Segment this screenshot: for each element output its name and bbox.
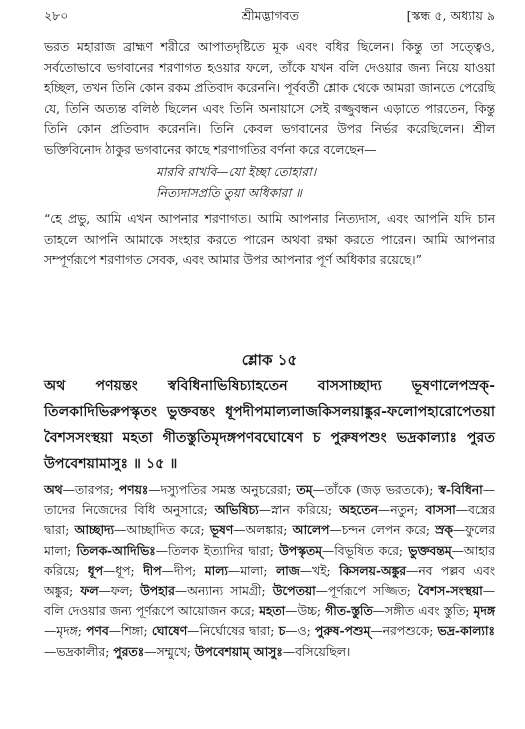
synonym-term: পণব bbox=[86, 623, 109, 639]
synonym-meaning: —তিলক ইত্যাদির দ্বারা; bbox=[155, 543, 280, 558]
synonym-term: উপবেশয়াম্‌ আসুঃ bbox=[194, 643, 283, 659]
verse-translation: “হে প্রভু, আমি এখন আপনার শরণাগত। আমি আপনার নিত্যদাস, এবং আপনি যদি চান তাহলে আপনি আমাকে সংহার করতে পারেন অথবা রক্ষা করতে পারেন। আমি আপনার সম্পূর্ণরূপে শরণাগত সেবক, এবং আমার উপর আপনার পূর্ণ অধিকার রয়েছে।” bbox=[44, 212, 495, 267]
synonym-term: ফল bbox=[80, 583, 99, 599]
synonym-meaning: —মালা; bbox=[227, 563, 276, 578]
synonym-meaning: —চন্দন লেপন করে; bbox=[329, 523, 436, 538]
sloka-heading: শ্লোক ১৫ bbox=[241, 351, 298, 369]
book-title: শ্রীমদ্ভাগবত bbox=[241, 8, 299, 23]
synonym-term: উপহার bbox=[140, 583, 175, 599]
synonym-meaning: —নতুন; bbox=[377, 503, 426, 518]
synonym-term: গীত-স্তুতি bbox=[325, 603, 373, 619]
synonym-meaning: —দীপ; bbox=[161, 563, 205, 578]
synonym-meaning: —তাদের নিজেদের বিধি অনুসারে; bbox=[44, 483, 495, 518]
synonym-term: পুরতঃ bbox=[113, 643, 145, 659]
verse-line-2: নিত্যদাসপ্রতি তুয়া অধিকারা ॥ bbox=[156, 185, 303, 200]
synonym-term: মাল্য bbox=[204, 562, 228, 578]
synonym-term: ভদ্র-কাল্যাঃ bbox=[437, 623, 495, 639]
synonym-term: অহতেন bbox=[339, 502, 378, 518]
synonym-term: বৈশস-সংস্থয়া bbox=[418, 583, 483, 599]
synonym-term: স্ব-বিধিনা bbox=[438, 482, 483, 497]
synonym-meaning: —বলি দেওয়ার জন্য পূর্ণরূপে আয়োজন করে; bbox=[44, 584, 496, 619]
synonym-meaning: —দস্যুপতির সমস্ত অনুচরেরা; bbox=[148, 483, 297, 497]
synonym-term: চ bbox=[278, 623, 286, 639]
synonym-term: তম্‌ bbox=[296, 482, 313, 497]
synonym-meaning: —ও; bbox=[285, 624, 315, 639]
synonym-meaning: —সঙ্গীত এবং স্তুতি; bbox=[372, 604, 474, 619]
purport-paragraph: ভরত মহারাজ ব্রাহ্মণ শরীরে আপাতদৃষ্টিতে মূক এবং বধির ছিলেন। কিন্তু তা সত্ত্বেও, সর্বতোভাবে ভগবানের শরণাগত হওয়ার ফলে, তাঁকে যখন বলি দেওয়ার জন্য নিয়ে যাওয়া হচ্ছিল, তখন তিনি কোন রকম প্রতিবাদ করেননি। পূর্ববর্তী শ্লোক থেকে আমরা জানতে পেরেছি যে, তিনি অত্যন্ত বলিষ্ঠ ছিলেন এবং তিনি অনায়াসে সেই রজ্জুবন্ধন এড়াতে পারতেন, কিন্তু তিনি কোন প্রতিবাদ করেননি। তিনি কেবল ভগবানের উপর নির্ভর করেছিলেন। শ্রীল ভক্তিবিনোদ ঠাকুর ভগবানের কাছে শরণাগতির বর্ণনা করে বলেছেন— bbox=[44, 40, 495, 157]
synonym-term: মহতা bbox=[259, 603, 286, 619]
synonym-term: দীপ bbox=[143, 562, 162, 578]
synonym-term: আচ্ছাদ্য bbox=[74, 522, 115, 538]
synonym-term: তিলক-আদিভিঃ bbox=[76, 542, 156, 558]
synonym-meaning: —খই; bbox=[299, 563, 340, 578]
sloka-text: অথ পণয়ন্তং স্ববিধিনাভিষিচ্যাহতেন বাসসাচ্ছাদ্য ভূষণালেপস্রক্‌-তিলকাদিভিরুপস্কৃতং ভুক্তবন্তং ধূপদীপমাল্যলাজকিসলয়াঙ্কুর-ফলোপহারোপেতয়া বৈশসসংস্থয়া মহতা গীতস্তুতিমৃদঙ্গপণবঘোষেণ চ পুরুষপশুং ভদ্রকাল্যাঃ পুরত উপবেশয়ামাসুঃ ॥ ১৫ ॥ bbox=[44, 378, 495, 472]
synonym-term: অভিষিচ্য bbox=[214, 502, 259, 518]
synonym-term: ভূষণ bbox=[209, 522, 234, 538]
synonym-meaning: —তারপর; bbox=[62, 483, 119, 497]
synonym-meaning: —স্নান করিয়ে; bbox=[258, 503, 340, 518]
synonym-meaning: —মৃদঙ্গ; bbox=[44, 624, 87, 639]
synonym-meaning: —ধূপ; bbox=[102, 563, 144, 578]
synonym-term: ভুক্তবন্তম্‌ bbox=[408, 542, 452, 558]
synonym-meaning: —ফল; bbox=[98, 584, 141, 599]
synonym-meaning: —আহার করিয়ে; bbox=[44, 543, 495, 578]
synonym-meaning: —অন্যান্য সামগ্রী; bbox=[174, 584, 273, 599]
synonym-term: বাসসা bbox=[425, 502, 456, 518]
synonym-term: মৃদঙ্গ bbox=[473, 603, 495, 619]
synonym-term: আলেপ bbox=[292, 522, 330, 538]
synonym-term: অথ bbox=[44, 482, 63, 497]
synonym-meaning: —বিভূষিত করে; bbox=[321, 543, 409, 558]
synonym-meaning: —অলঙ্কার; bbox=[233, 523, 293, 538]
synonym-meaning: —ফুলের মালা; bbox=[44, 523, 495, 558]
chapter-reference: [স্কন্ধ ৫, অধ্যায় ৯ bbox=[406, 8, 495, 23]
running-header bbox=[44, 8, 495, 28]
word-for-word-synonyms bbox=[44, 480, 495, 662]
page-number: ২৮০ bbox=[44, 8, 69, 23]
synonym-meaning: —নরপশুকে; bbox=[370, 624, 438, 639]
synonym-term: কিসলয়-অঙ্কুর bbox=[339, 562, 407, 578]
synonym-term: পুরুষ-পশুম্‌ bbox=[314, 623, 371, 639]
quoted-verse bbox=[156, 162, 495, 203]
synonym-term: ধূপ bbox=[87, 562, 103, 578]
synonym-meaning: —ভদ্রকালীর; bbox=[44, 644, 114, 659]
synonym-term: উপস্কৃতম্‌ bbox=[279, 542, 322, 558]
synonym-term: লাজ bbox=[276, 562, 300, 578]
synonym-meaning: —উচ্চ; bbox=[285, 604, 326, 619]
synonym-term: ঘোষেণ bbox=[151, 623, 188, 639]
purport-section bbox=[44, 37, 495, 271]
synonym-meaning: —নব পল্লব এবং অঙ্কুর; bbox=[44, 563, 495, 599]
synonym-term: উপেতয়া bbox=[272, 583, 316, 599]
synonym-term: পণয়ঃ bbox=[118, 482, 149, 497]
synonym-meaning: —শিঙ্গা; bbox=[108, 624, 152, 639]
synonym-meaning: —বস্ত্রের দ্বারা; bbox=[44, 503, 495, 538]
synonym-term: স্রক্‌ bbox=[435, 522, 453, 538]
verse-line-1: মারবি রাখবি—যো ইচ্ছা তোহারা। bbox=[156, 165, 317, 179]
synonym-meaning: —তাঁকে (জড় ভরতকে); bbox=[312, 483, 439, 497]
synonym-meaning: —নির্ঘোষের দ্বারা; bbox=[187, 624, 279, 639]
synonym-meaning: —আচ্ছাদিত করে; bbox=[114, 523, 210, 538]
synonym-meaning: —পূর্ণরূপে সজ্জিত; bbox=[315, 584, 419, 599]
synonym-meaning: —বসিয়েছিল। bbox=[282, 644, 351, 659]
synonym-meaning: —সম্মুখে; bbox=[144, 644, 195, 659]
